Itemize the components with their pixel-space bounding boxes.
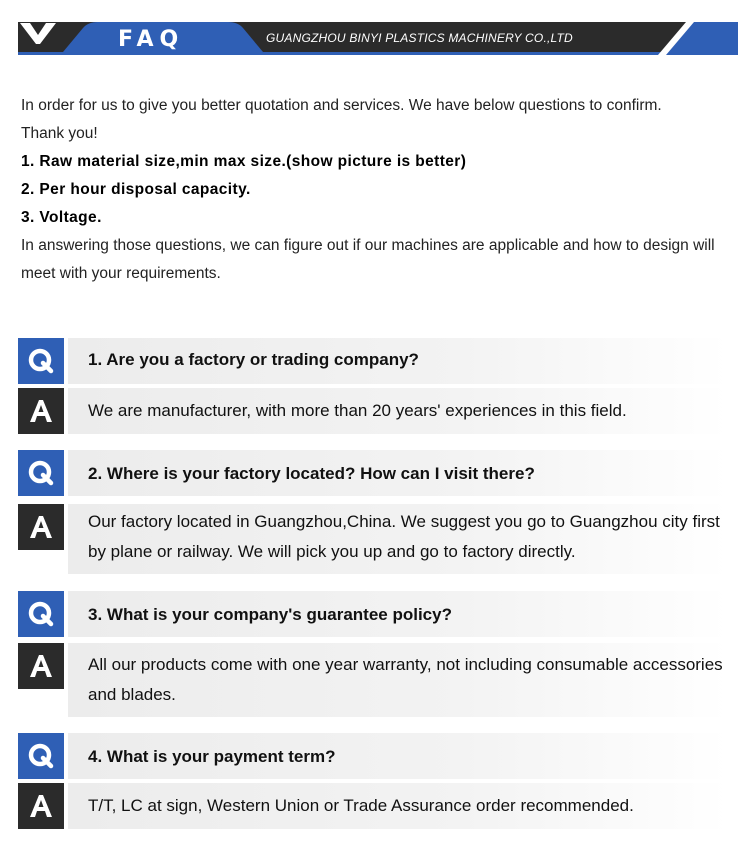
intro-question-2: 2. Per hour disposal capacity. [21,181,251,198]
faq-answer: All our products come with one year warranty, not including consumable accessories and blades. [88,655,723,704]
faq-question: 2. Where is your factory located? How can I visit there? [88,464,535,483]
faq-item-2 [18,450,730,576]
intro-thanks: Thank you! [21,125,98,142]
a-icon [18,643,64,689]
intro-closing: In answering those questions, we can figure out if our machines are applicable and how to design will meet with your requirements. [21,237,715,282]
q-icon [18,591,64,637]
a-icon [18,504,64,550]
v-logo-icon [18,20,58,46]
faq-answer: Our factory located in Guangzhou,China. We suggest you go to Guangzhou city first by plane or railway. We will pick you up and go to factory directly. [88,512,720,561]
a-icon [18,783,64,829]
q-icon [18,733,64,779]
intro-line: In order for us to give you better quotation and services. We have below questions to confirm. [21,97,662,114]
company-name: GUANGZHOU BINYI PLASTICS MACHINERY CO.,LTD [266,31,573,45]
faq-item-4 [18,733,730,833]
faq-answer: We are manufacturer, with more than 20 years' experiences in this field. [88,401,627,420]
intro-section [21,92,733,288]
page-title: FAQ [118,27,185,52]
faq-question: 4. What is your payment term? [88,747,336,766]
intro-question-1: 1. Raw material size,min max size.(show picture is better) [21,153,467,170]
intro-question-3: 3. Voltage. [21,209,102,226]
faq-item-3 [18,591,730,719]
a-icon [18,388,64,434]
q-icon [18,450,64,496]
faq-answer: T/T, LC at sign, Western Union or Trade Assurance order recommended. [88,796,634,815]
q-icon [18,338,64,384]
faq-question: 3. What is your company's guarantee policy? [88,605,452,624]
faq-question: 1. Are you a factory or trading company? [88,350,419,369]
faq-item-1 [18,338,730,438]
faq-banner [18,20,738,58]
